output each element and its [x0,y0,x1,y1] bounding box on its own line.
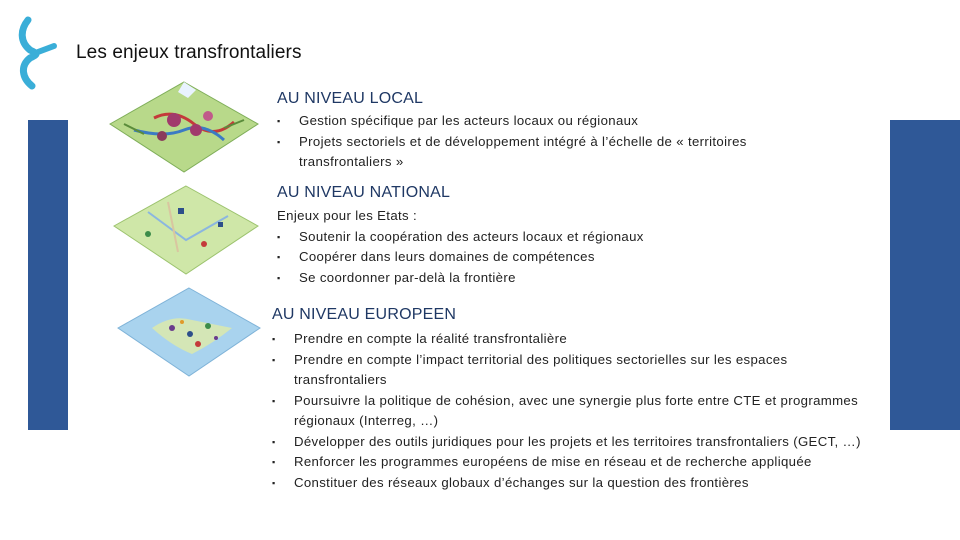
bullet-marker: ▪ [277,116,281,126]
left-accent-band [28,120,68,430]
bullet-marker: ▪ [277,136,281,147]
bullet-marker: ▪ [272,334,276,344]
bullet-marker: ▪ [272,436,276,447]
list-item: ▪ Constituer des réseaux globaux d’échanges sur la question des frontières [272,473,882,494]
bullet-marker: ▪ [272,457,276,467]
local-bullet-list [277,111,837,173]
list-item: ▪ Projets sectoriels et de développement intégré à l’échelle de « territoires transfrontaliers » [277,132,837,173]
list-item: ▪ Soutenir la coopération des acteurs locaux et régionaux [277,227,837,248]
list-item: ▪ Prendre en compte l’impact territorial des politiques sectorielles sur les espaces transfrontaliers [272,350,882,391]
european-bullet-list [272,329,882,493]
national-map-illustration [108,182,264,278]
national-intro: Enjeux pour les Etats : [277,208,417,223]
bullet-marker: ▪ [277,231,281,242]
list-item: ▪ Se coordonner par-delà la frontière [277,268,837,289]
local-heading: AU NIVEAU LOCAL [277,90,424,107]
right-accent-band [890,120,960,430]
european-heading: AU NIVEAU EUROPEEN [272,306,457,323]
bullet-marker: ▪ [272,354,276,365]
list-item: ▪ Renforcer les programmes européens de mise en réseau et de recherche appliquée [272,452,882,473]
slide-title: Les enjeux transfrontaliers [76,42,302,63]
list-item: ▪ Développer des outils juridiques pour les projets et les territoires transfrontaliers (GECT, …) [272,432,882,453]
bullet-marker: ▪ [272,477,276,488]
bullet-marker: ▪ [272,395,276,406]
list-item: ▪ Poursuivre la politique de cohésion, avec une synergie plus forte entre CTE et programmes régionaux (Interreg, …) [272,391,882,432]
bullet-marker: ▪ [277,272,281,283]
bullet-marker: ▪ [277,252,281,262]
list-item: ▪ Coopérer dans leurs domaines de compétences [277,247,837,268]
brace-logo-icon [18,16,58,90]
list-item: ▪ Prendre en compte la réalité transfrontalière [272,329,882,350]
national-bullet-list [277,206,837,288]
european-map-illustration [112,284,266,380]
local-map-illustration [104,78,264,178]
national-heading: AU NIVEAU NATIONAL [277,184,451,201]
list-item: ▪ Gestion spécifique par les acteurs locaux ou régionaux [277,111,837,132]
